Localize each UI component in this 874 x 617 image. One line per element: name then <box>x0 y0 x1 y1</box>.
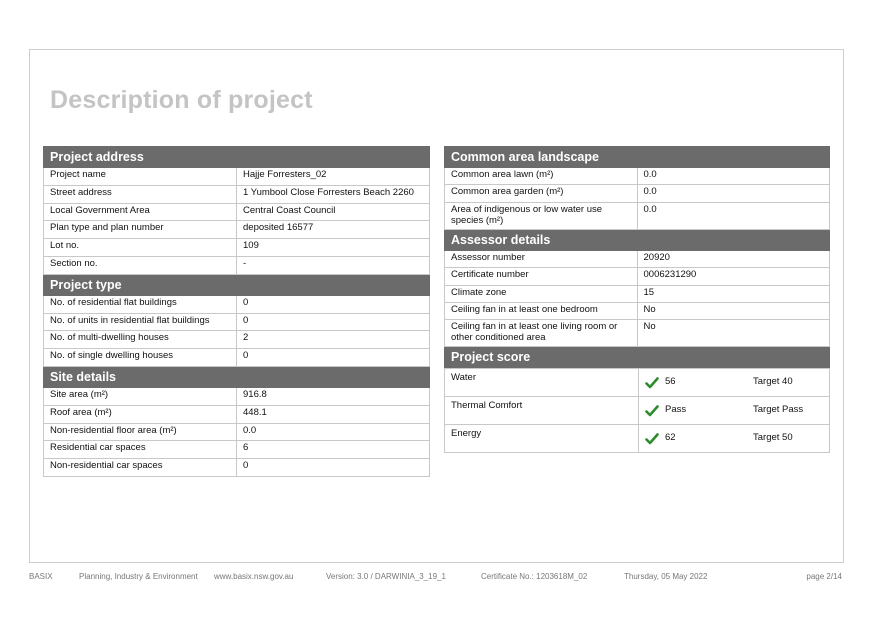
row-value: - <box>237 256 430 274</box>
page-title: Description of project <box>50 86 313 114</box>
left-column <box>43 146 430 477</box>
row-value: No <box>637 320 830 347</box>
table-row <box>445 320 830 347</box>
row-value: deposited 16577 <box>237 221 430 239</box>
assessment-table <box>444 146 830 368</box>
score-target: Target 40 <box>753 376 793 388</box>
table-row <box>44 203 430 221</box>
row-label: Climate zone <box>445 285 638 302</box>
row-value: 0.0 <box>637 168 830 185</box>
row-label: Site area (m²) <box>44 387 237 405</box>
table-row <box>445 302 830 319</box>
row-label: Ceiling fan in at least one living room or other conditioned area <box>445 320 638 347</box>
score-target: Target 50 <box>753 432 793 444</box>
row-value: 916.8 <box>237 387 430 405</box>
table-row <box>44 168 430 186</box>
table-row <box>445 185 830 202</box>
table-row <box>44 239 430 257</box>
row-label: Area of indigenous or low water use species (m²) <box>445 202 638 229</box>
score-target: Target Pass <box>753 404 804 416</box>
row-label: Project name <box>44 168 237 186</box>
table-row <box>44 221 430 239</box>
footer-certificate: Certificate No.: 1203618M_02 <box>481 572 588 581</box>
row-label: Roof area (m²) <box>44 405 237 423</box>
section-header-assessor-details: Assessor details <box>445 229 830 250</box>
row-label: No. of multi-dwelling houses <box>44 331 237 349</box>
footer-department: Planning, Industry & Environment <box>79 572 198 581</box>
score-value: 62 <box>665 432 676 444</box>
table-row <box>44 349 430 367</box>
table-row <box>445 268 830 285</box>
row-label: Lot no. <box>44 239 237 257</box>
row-value: Central Coast Council <box>237 203 430 221</box>
score-cell <box>639 425 830 453</box>
table-row <box>445 250 830 267</box>
table-row <box>44 423 430 441</box>
row-label: Certificate number <box>445 268 638 285</box>
score-cell <box>639 369 830 397</box>
table-row <box>44 185 430 203</box>
section-header-project-score: Project score <box>445 347 830 368</box>
score-label: Thermal Comfort <box>445 397 639 425</box>
row-label: Section no. <box>44 256 237 274</box>
table-row <box>44 313 430 331</box>
row-value: 6 <box>237 441 430 459</box>
section-header-project-address: Project address <box>44 147 430 168</box>
section-header-common-area-landscape: Common area landscape <box>445 147 830 168</box>
section-header-site-details: Site details <box>44 366 430 387</box>
table-row <box>445 168 830 185</box>
row-value: Hajje Forresters_02 <box>237 168 430 186</box>
row-value: 0.0 <box>237 423 430 441</box>
row-label: No. of units in residential flat buildings <box>44 313 237 331</box>
table-row <box>44 331 430 349</box>
check-icon <box>645 376 659 390</box>
project-score-table <box>444 368 830 453</box>
table-row <box>44 459 430 477</box>
row-value: 15 <box>637 285 830 302</box>
score-value: Pass <box>665 404 687 416</box>
row-label: Street address <box>44 185 237 203</box>
row-value: 0.0 <box>637 185 830 202</box>
row-label: Residential car spaces <box>44 441 237 459</box>
score-row <box>445 369 830 397</box>
row-label: Ceiling fan in at least one bedroom <box>445 302 638 319</box>
row-value: No <box>637 302 830 319</box>
table-row <box>445 202 830 229</box>
row-value: 2 <box>237 331 430 349</box>
row-label: Non-residential floor area (m²) <box>44 423 237 441</box>
row-value: 0.0 <box>637 202 830 229</box>
footer-page-number: page 2/14 <box>806 572 842 581</box>
score-label: Water <box>445 369 639 397</box>
score-cell <box>639 397 830 425</box>
check-icon <box>645 404 659 418</box>
section-header-project-type: Project type <box>44 274 430 295</box>
right-column <box>444 146 830 453</box>
row-value: 448.1 <box>237 405 430 423</box>
row-label: Common area lawn (m²) <box>445 168 638 185</box>
row-label: No. of single dwelling houses <box>44 349 237 367</box>
table-row <box>44 295 430 313</box>
score-value: 56 <box>665 376 676 388</box>
row-value: 20920 <box>637 250 830 267</box>
table-row <box>44 387 430 405</box>
table-row <box>44 256 430 274</box>
score-label: Energy <box>445 425 639 453</box>
row-label: Local Government Area <box>44 203 237 221</box>
row-value: 109 <box>237 239 430 257</box>
table-row <box>44 441 430 459</box>
project-details-table <box>43 146 430 477</box>
row-value: 0 <box>237 295 430 313</box>
row-value: 1 Yumbool Close Forresters Beach 2260 <box>237 185 430 203</box>
footer-brand: BASIX <box>29 572 53 581</box>
footer-version: Version: 3.0 / DARWINIA_3_19_1 <box>326 572 446 581</box>
footer-website[interactable]: www.basix.nsw.gov.au <box>214 572 294 581</box>
score-row <box>445 425 830 453</box>
table-row <box>445 285 830 302</box>
row-value: 0 <box>237 459 430 477</box>
table-row <box>44 405 430 423</box>
row-value: 0 <box>237 313 430 331</box>
row-label: No. of residential flat buildings <box>44 295 237 313</box>
row-label: Non-residential car spaces <box>44 459 237 477</box>
row-label: Common area garden (m²) <box>445 185 638 202</box>
row-label: Assessor number <box>445 250 638 267</box>
row-label: Plan type and plan number <box>44 221 237 239</box>
score-row <box>445 397 830 425</box>
check-icon <box>645 432 659 446</box>
footer-date: Thursday, 05 May 2022 <box>624 572 708 581</box>
row-value: 0006231290 <box>637 268 830 285</box>
row-value: 0 <box>237 349 430 367</box>
